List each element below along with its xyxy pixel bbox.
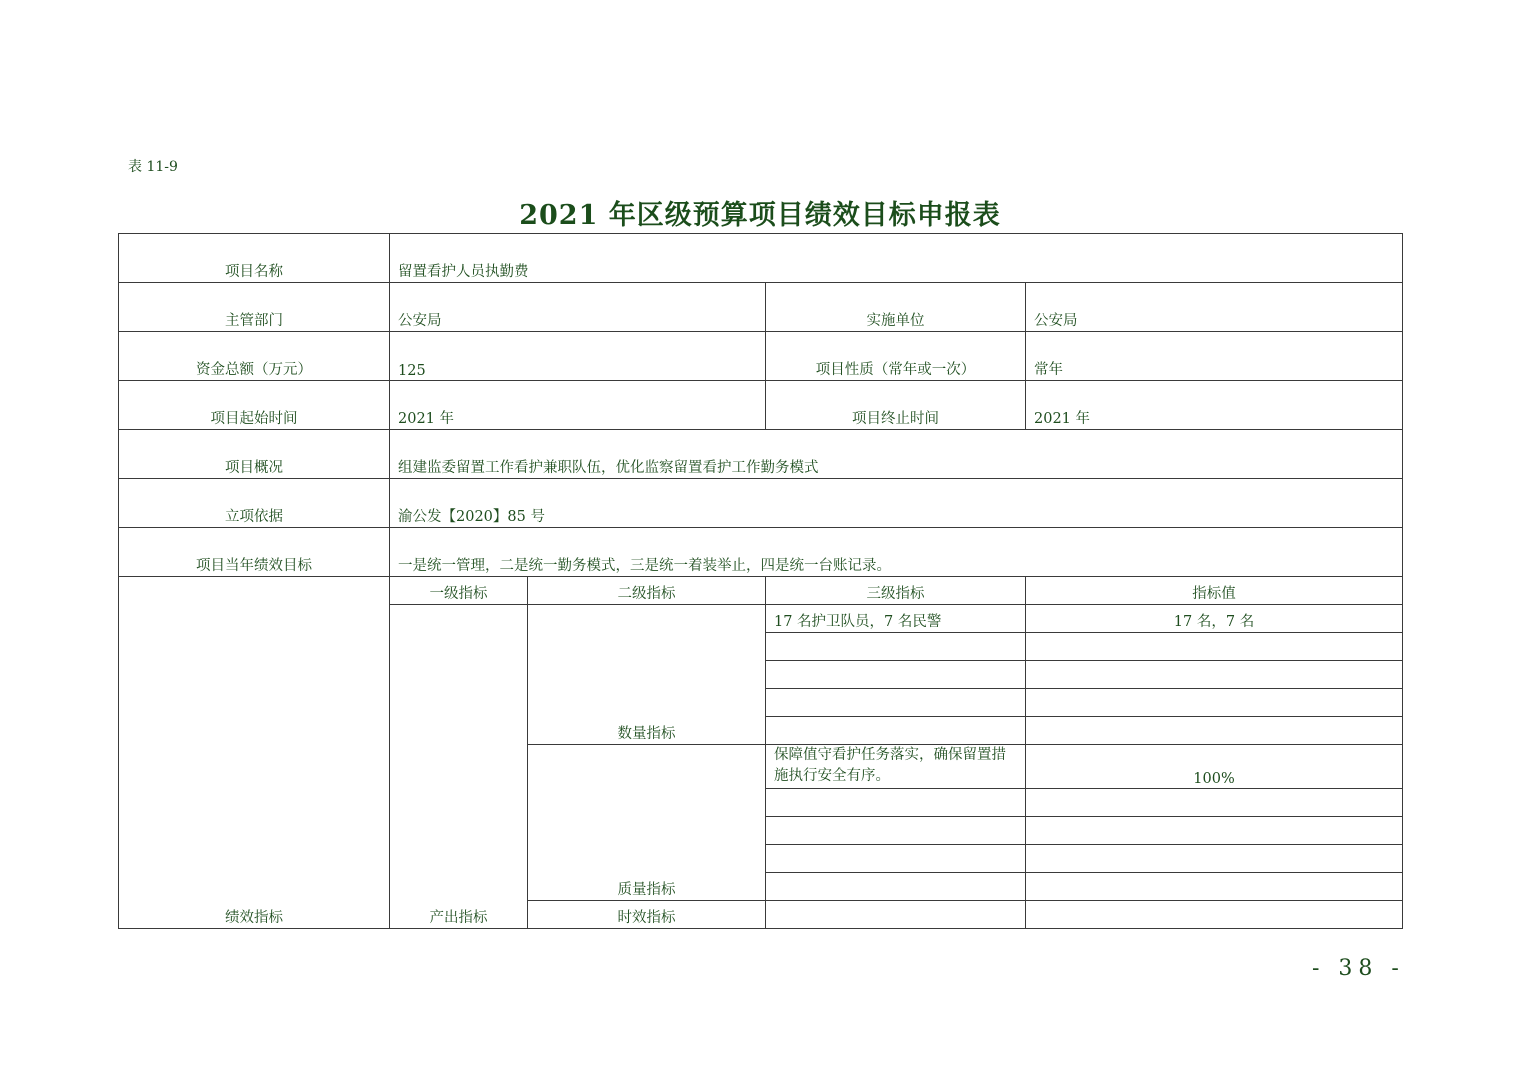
row-funds: [119, 332, 1403, 381]
row-goal: [119, 528, 1403, 577]
goal-value: 一是统一管理，二是统一勤务模式，三是统一着装举止，四是统一台账记录。: [390, 528, 1403, 577]
indicator-value: [1026, 873, 1403, 901]
project-name-value: 留置看护人员执勤费: [390, 234, 1403, 283]
implementing-unit-label: 实施单位: [766, 283, 1026, 332]
page-number: - 38 -: [1312, 956, 1405, 981]
level3-name: [766, 661, 1026, 689]
level3-name: [766, 845, 1026, 873]
level3-name: [766, 901, 1026, 929]
basis-value: 渝公发【2020】85 号: [390, 479, 1403, 528]
indicator-value: 100%: [1026, 745, 1403, 789]
row-department: [119, 283, 1403, 332]
basis-label: 立项依据: [119, 479, 390, 528]
project-nature-value: 常年: [1026, 332, 1403, 381]
indicator-value: [1026, 901, 1403, 929]
funds-value: 125: [390, 332, 766, 381]
level3-name: [766, 817, 1026, 845]
level3-name: [766, 873, 1026, 901]
department-label: 主管部门: [119, 283, 390, 332]
row-overview: [119, 430, 1403, 479]
indicator-value: [1026, 633, 1403, 661]
level2-header: 二级指标: [528, 577, 766, 605]
indicator-value: [1026, 817, 1403, 845]
row-time: [119, 381, 1403, 430]
indicator-value: [1026, 661, 1403, 689]
row-project-name: [119, 234, 1403, 283]
quality-indicator-label: 质量指标: [528, 745, 766, 901]
indicator-value: [1026, 845, 1403, 873]
indicators-section-label: 绩效指标: [119, 577, 390, 929]
row-basis: [119, 479, 1403, 528]
level3-name: [766, 789, 1026, 817]
end-time-label: 项目终止时间: [766, 381, 1026, 430]
indicator-value: [1026, 789, 1403, 817]
overview-value: 组建监委留置工作看护兼职队伍，优化监察留置看护工作勤务模式: [390, 430, 1403, 479]
table-number: 表 11-9: [128, 159, 178, 175]
document-title: 2021 年区级预算项目绩效目标申报表: [519, 200, 1001, 231]
project-nature-label: 项目性质（常年或一次）: [766, 332, 1026, 381]
project-name-label: 项目名称: [119, 234, 390, 283]
indicator-value: [1026, 717, 1403, 745]
level3-name: [766, 717, 1026, 745]
start-time-label: 项目起始时间: [119, 381, 390, 430]
start-time-value: 2021 年: [390, 381, 766, 430]
level3-name: 17 名护卫队员，7 名民警: [766, 605, 1026, 633]
funds-label: 资金总额（万元）: [119, 332, 390, 381]
level3-header: 三级指标: [766, 577, 1026, 605]
goal-label: 项目当年绩效目标: [119, 528, 390, 577]
quantity-indicator-label: 数量指标: [528, 605, 766, 745]
performance-goal-form: [118, 233, 1403, 929]
end-time-value: 2021 年: [1026, 381, 1403, 430]
output-indicator-label: 产出指标: [390, 605, 528, 929]
level1-header: 一级指标: [390, 577, 528, 605]
level3-name: [766, 633, 1026, 661]
department-value: 公安局: [390, 283, 766, 332]
timeliness-indicator-label: 时效指标: [528, 901, 766, 929]
indicator-value: [1026, 689, 1403, 717]
level3-name: 保障值守看护任务落实，确保留置措施执行安全有序。: [766, 745, 1026, 789]
indicator-value: 17 名，7 名: [1026, 605, 1403, 633]
indicator-value-header: 指标值: [1026, 577, 1403, 605]
implementing-unit-value: 公安局: [1026, 283, 1403, 332]
level3-name: [766, 689, 1026, 717]
overview-label: 项目概况: [119, 430, 390, 479]
indicator-header-row: [119, 577, 1403, 605]
